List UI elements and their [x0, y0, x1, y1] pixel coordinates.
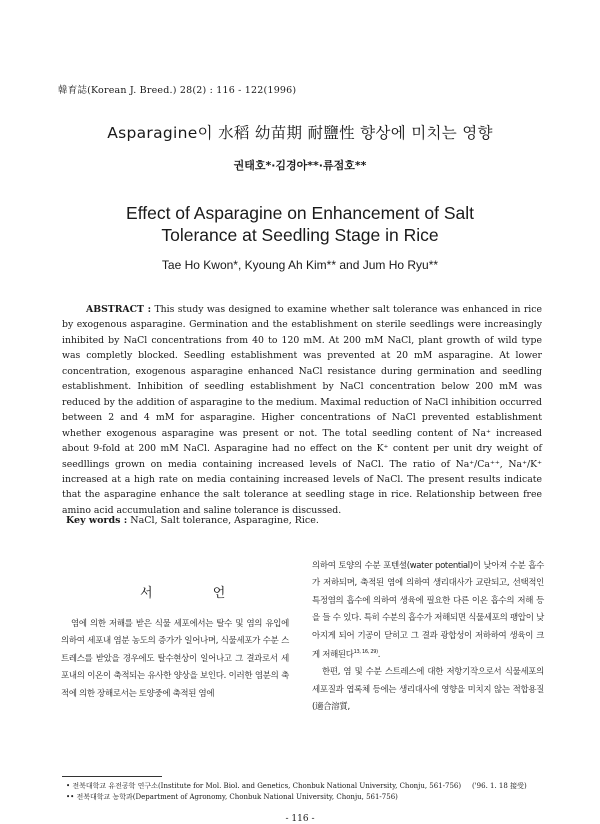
footnote-affiliation-2: •• 전북대학교 농학과(Department of Agronomy, Chonbuk National University, Chonju, 561-756) — [66, 793, 398, 801]
section-heading-introduction: 서 언 — [140, 586, 254, 601]
body-column-left: 염에 의한 저해를 받은 식물 세포에서는 탈수 및 염의 유입에 의하여 세포내 염분 농도의 증가가 일어나며, 식물세포가 수분 스트레스를 받았을 경우에도 탈수현상이 일어나고 그 결과로서 세포내의 이온이 축적되는 유사한 양상을 보인다. 이러한 염분의 축적에 의한 장해로서는 토양중에 축적된 염에 — [61, 618, 289, 698]
footnote-divider — [62, 776, 162, 777]
abstract — [62, 302, 542, 518]
english-authors: Tae Ho Kwon*, Kyoung Ah Kim** and Jum Ho Ryu** — [161, 258, 439, 272]
keywords-text: NaCl, Salt tolerance, Asparagine, Rice. — [130, 515, 319, 526]
korean-title: Asparagine이 水稻 幼苗期 耐鹽性 향상에 미치는 영향 — [107, 124, 493, 142]
korean-authors: 권태호*·김경아**·류점호** — [233, 159, 367, 172]
footnotes — [66, 781, 461, 803]
english-title — [0, 202, 600, 246]
english-title-line-1: Effect of Asparagine on Enhancement of Salt — [126, 203, 474, 223]
abstract-label: ABSTRACT : — [86, 304, 152, 315]
footnote-affiliation-1: • 전북대학교 유전공학 연구소(Institute for Mol. Biol. and Genetics, Chonbuk National University, Chonju, 561-756) — [66, 782, 462, 790]
keywords-label: Key words : — [66, 515, 128, 526]
english-title-line-2: Tolerance at Seedling Stage in Rice — [161, 225, 439, 245]
body-right-paragraph-2: 한편, 염 및 수분 스트레스에 대한 저항기작으로서 식물세포의 세포질과 엽록체 등에는 생리대사에 영향을 미치지 않는 적합용질(適合溶質, — [312, 666, 544, 712]
journal-citation: 韓育誌(Korean J. Breed.) 28(2) : 116 - 122(1996) — [58, 85, 297, 96]
paragraph-1-text: 의하여 토양의 수분 포텐셜(water potential)이 낮아져 수분 흡수가 저하되며, 축적된 염에 의하여 생리대사가 교란되고, 선택적인 특정염의 흡수에 의하여 생육에 필요한 다른 이온 흡수의 저해 등을 들 수 있다. 특히 수분의 흡수가 저해되면 식물세포의 팽압이 낮아지게 되어 기공이 닫히고 그 결과 광합성이 저하하여 생육이 크게 저해된다 — [312, 560, 544, 659]
paragraph-1-end: . — [377, 648, 381, 659]
body-right-paragraph-1 — [312, 557, 544, 663]
received-date: ('96. 1. 18 接受) — [472, 782, 527, 790]
citation-references: 13, 16, 29) — [353, 649, 378, 656]
page-number: - 116 - — [285, 814, 315, 824]
abstract-text: This study was designed to examine whether salt tolerance was enhanced in rice by exogenous asparagine. Germination and the establishment on sterile seedlings were increasingly inhibited by NaCl concentrations from 40 to 120 mM. At 200 mM NaCl, plant growth of wild type was completly blocked. Seedling establishment was prevented at 20 mM asparagine. At lower concentration, exogenous asparagine enhanced NaCl resistance during germination and seedling establishment. Inhibition of seedling establishment by NaCl concentration below 200 mM was reduced by the addition of asparagine to the medium. Maximal reduction of NaCl inhibition occurred between 2 and 4 mM for asparagine. Higher concentrations of NaCl prevented establishment whether exogenous asparagine was present or not. The total seedling content of Na⁺ increased about 9-fold at 200 mM NaCl. Asparagine had no effect on the K⁺ content per unit dry weight of seedllings grown on media containing increased levels of NaCl. The ratio of Na⁺/Ca⁺⁺, Na⁺/K⁺ increased at a high rate on media containing increased levels of NaCl. The present results indicate that the asparagine enhance the salt tolerance at seedling stage in rice. Relationship between free amino acid accumulation and saline tolerance is discussed. — [62, 304, 542, 516]
body-column-right — [312, 557, 544, 715]
keywords — [66, 515, 319, 526]
